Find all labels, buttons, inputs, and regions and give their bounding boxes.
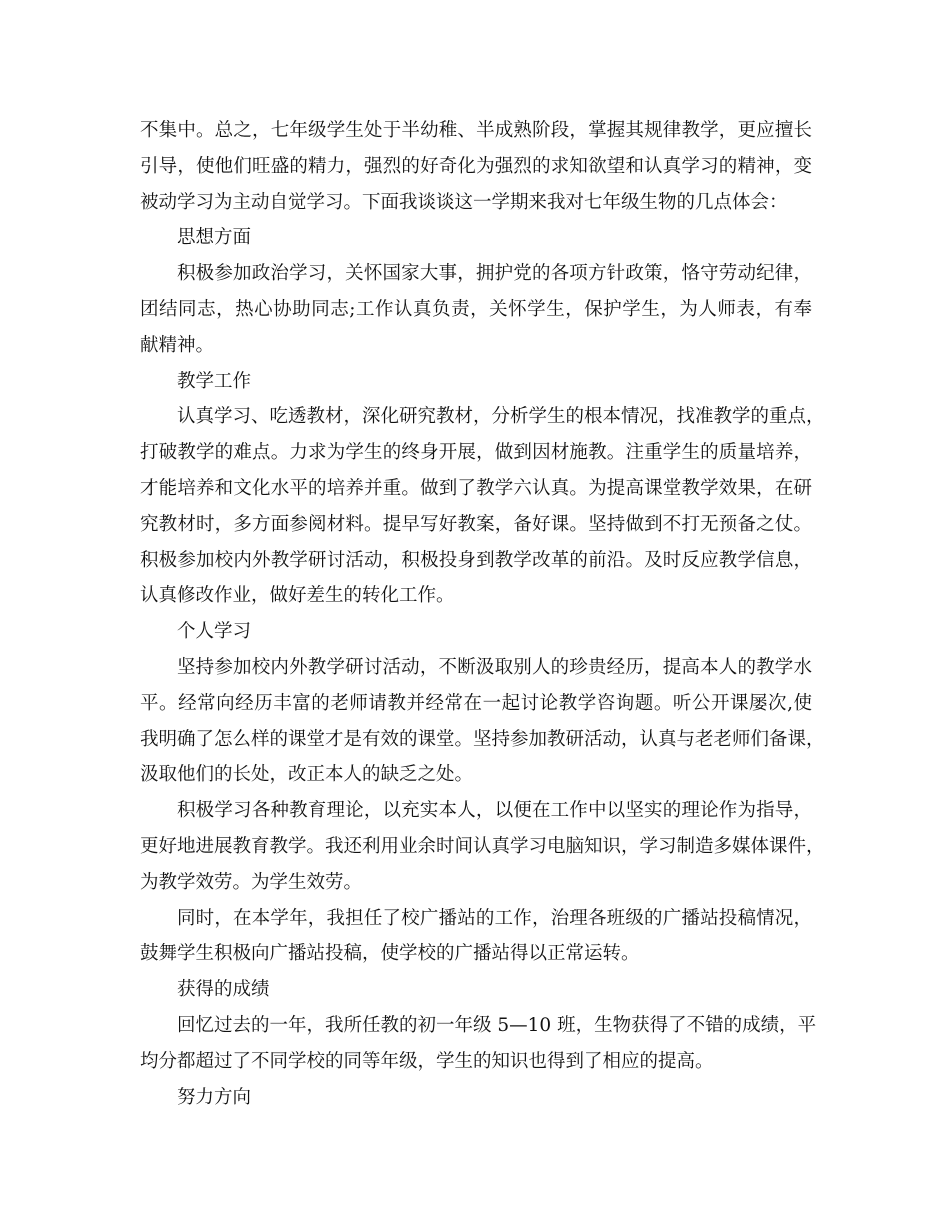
- paragraph-line: 坚持参加校内外教学研讨活动，不断汲取别人的珍贵经历，提高本人的教学水: [177, 656, 812, 678]
- paragraph-line: 究教材时，多方面参阅材料。提早写好教案，备好课。坚持做到不打无预备之仗。: [140, 513, 812, 535]
- section-heading: 获得的成绩: [177, 979, 270, 1001]
- paragraph-line: 团结同志，热心协助同志;工作认真负责，关怀学生，保护学生，为人师表，有奉: [140, 298, 812, 320]
- paragraph-line: 认真修改作业，做好差生的转化工作。: [140, 585, 455, 607]
- paragraph-line: 献精神。: [140, 334, 215, 356]
- paragraph-line: 积极参加政治学习，关怀国家大事，拥护党的各项方针政策，恪守劳动纪律，: [177, 263, 812, 285]
- paragraph-line: 更好地进展教育教学。我还利用业余时间认真学习电脑知识，学习制造多媒体课件，: [140, 835, 825, 857]
- document-body: [140, 113, 825, 1115]
- paragraph-line: 引导，使他们旺盛的精力，强烈的好奇化为强烈的求知欲望和认真学习的精神，变: [140, 155, 812, 177]
- paragraph-line: 均分都超过了不同学校的同等年级，学生的知识也得到了相应的提高。: [140, 1050, 714, 1072]
- section-heading: 教学工作: [177, 370, 252, 392]
- paragraph-line: 汲取他们的长处，改正本人的缺乏之处。: [140, 764, 474, 786]
- paragraph-line: 积极学习各种教育理论，以充实本人，以便在工作中以坚实的理论作为指导，: [177, 800, 812, 822]
- section-heading: 思想方面: [177, 227, 252, 249]
- section-heading: 个人学习: [177, 621, 252, 643]
- paragraph-line: 不集中。总之，七年级学生处于半幼稚、半成熟阶段，掌握其规律教学，更应擅长: [140, 120, 812, 141]
- paragraph-line: 为教学效劳。为学生效劳。: [140, 871, 363, 893]
- paragraph-line: 同时，在本学年，我担任了校广播站的工作，治理各班级的广播站投稿情况，: [177, 907, 812, 929]
- paragraph-line: 被动学习为主动自觉学习。下面我谈谈这一学期来我对七年级生物的几点体会：: [140, 191, 788, 213]
- paragraph-line: 我明确了怎么样的课堂才是有效的课堂。坚持参加教研活动，认真与老老师们备课，: [140, 728, 825, 750]
- paragraph-line: 积极参加校内外教学研讨活动，积极投身到教学改革的前沿。及时反应教学信息，: [140, 549, 812, 571]
- paragraph-line: 平。经常向经历丰富的老师请教并经常在一起讨论教学咨询题。听公开课屡次,使: [140, 692, 812, 714]
- paragraph-line: 回忆过去的一年，我所任教的初一年级 5—10 班，生物获得了不错的成绩，平: [177, 1014, 817, 1036]
- paragraph-line: 才能培养和文化水平的培养并重。做到了教学六认真。为提高课堂教学效果，在研: [140, 477, 812, 499]
- paragraph-line: 打破教学的难点。力求为学生的终身开展，做到因材施教。注重学生的质量培养，: [140, 442, 812, 464]
- paragraph-line: 认真学习、吃透教材，深化研究教材，分析学生的根本情况，找准教学的重点，: [177, 406, 825, 428]
- section-heading: 努力方向: [177, 1086, 252, 1108]
- paragraph-line: 鼓舞学生积极向广播站投稿，使学校的广播站得以正常运转。: [140, 943, 640, 965]
